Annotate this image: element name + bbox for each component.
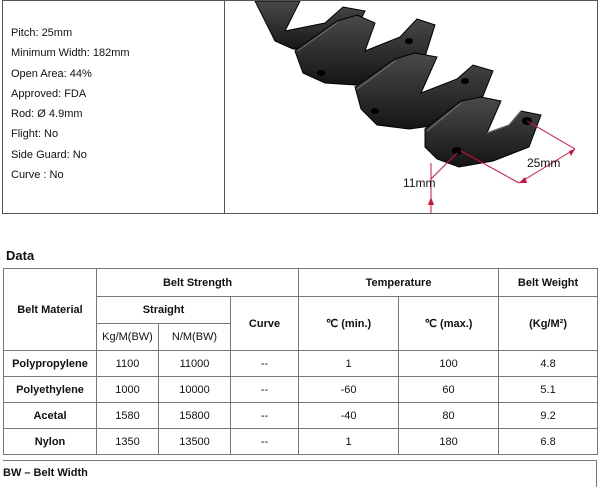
- footnote-border: [596, 461, 597, 487]
- row-weight: 5.1: [499, 377, 598, 403]
- row-weight: 9.2: [499, 403, 598, 429]
- spec-list: [11, 23, 130, 185]
- row-temp-max: 60: [399, 377, 499, 403]
- spec-pitch: Pitch: 25mm: [11, 27, 73, 39]
- footnote-text: BW – Belt Width: [3, 467, 88, 479]
- row-weight: 6.8: [499, 429, 598, 455]
- row-temp-max: 100: [399, 351, 499, 377]
- header-curve: Curve: [231, 297, 299, 351]
- row-nm: 11000: [159, 351, 231, 377]
- row-material: Polyethylene: [4, 377, 97, 403]
- spec-rod: Rod: Ø 4.9mm: [11, 108, 83, 121]
- belt-illustration: [225, 1, 597, 213]
- row-temp-min: -60: [299, 377, 399, 403]
- row-curve: --: [231, 429, 299, 455]
- header-belt-strength: Belt Strength: [97, 269, 299, 297]
- row-temp-min: 1: [299, 429, 399, 455]
- row-curve: --: [231, 377, 299, 403]
- spec-box: [2, 0, 598, 214]
- data-heading: Data: [6, 248, 35, 263]
- row-material: Acetal: [4, 403, 97, 429]
- spec-side-guard: Side Guard: No: [11, 148, 87, 161]
- row-nm: 15800: [159, 403, 231, 429]
- dim-pitch-label: 25mm: [527, 156, 561, 170]
- header-temp-max: ℃ (max.): [399, 297, 499, 351]
- spec-open-area: Open Area: 44%: [11, 67, 92, 80]
- header-weight-unit: (Kg/M²): [499, 297, 598, 351]
- header-straight: Straight: [97, 297, 231, 324]
- row-temp-max: 180: [399, 429, 499, 455]
- row-nm: 10000: [159, 377, 231, 403]
- row-temp-max: 80: [399, 403, 499, 429]
- row-temp-min: 1: [299, 351, 399, 377]
- table-row: [4, 429, 598, 455]
- row-curve: --: [231, 351, 299, 377]
- data-table: [3, 268, 598, 455]
- row-kgm: 1000: [97, 377, 159, 403]
- footnote: [3, 460, 597, 486]
- header-temp-min: ℃ (min.): [299, 297, 399, 351]
- row-nm: 13500: [159, 429, 231, 455]
- header-kgm: Kg/M(BW): [97, 324, 159, 351]
- belt-module: [255, 1, 541, 167]
- table-row: [4, 403, 598, 429]
- row-material: Polypropylene: [4, 351, 97, 377]
- table-row: [4, 351, 598, 377]
- header-nm: N/M(BW): [159, 324, 231, 351]
- header-temperature: Temperature: [299, 269, 499, 297]
- row-kgm: 1350: [97, 429, 159, 455]
- spec-min-width: Minimum Width: 182mm: [11, 47, 130, 60]
- header-belt-material: Belt Material: [4, 269, 97, 351]
- spec-approved: Approved: FDA: [11, 87, 87, 100]
- table-row: [4, 377, 598, 403]
- belt-image: [225, 1, 597, 213]
- row-curve: --: [231, 403, 299, 429]
- row-kgm: 1100: [97, 351, 159, 377]
- header-belt-weight: Belt Weight: [499, 269, 598, 297]
- row-kgm: 1580: [97, 403, 159, 429]
- row-temp-min: -40: [299, 403, 399, 429]
- dim-rod-label: 11mm: [403, 176, 436, 190]
- row-material: Nylon: [4, 429, 97, 455]
- row-weight: 4.8: [499, 351, 598, 377]
- spec-flight: Flight: No: [11, 128, 59, 141]
- spec-curve: Curve : No: [11, 169, 64, 182]
